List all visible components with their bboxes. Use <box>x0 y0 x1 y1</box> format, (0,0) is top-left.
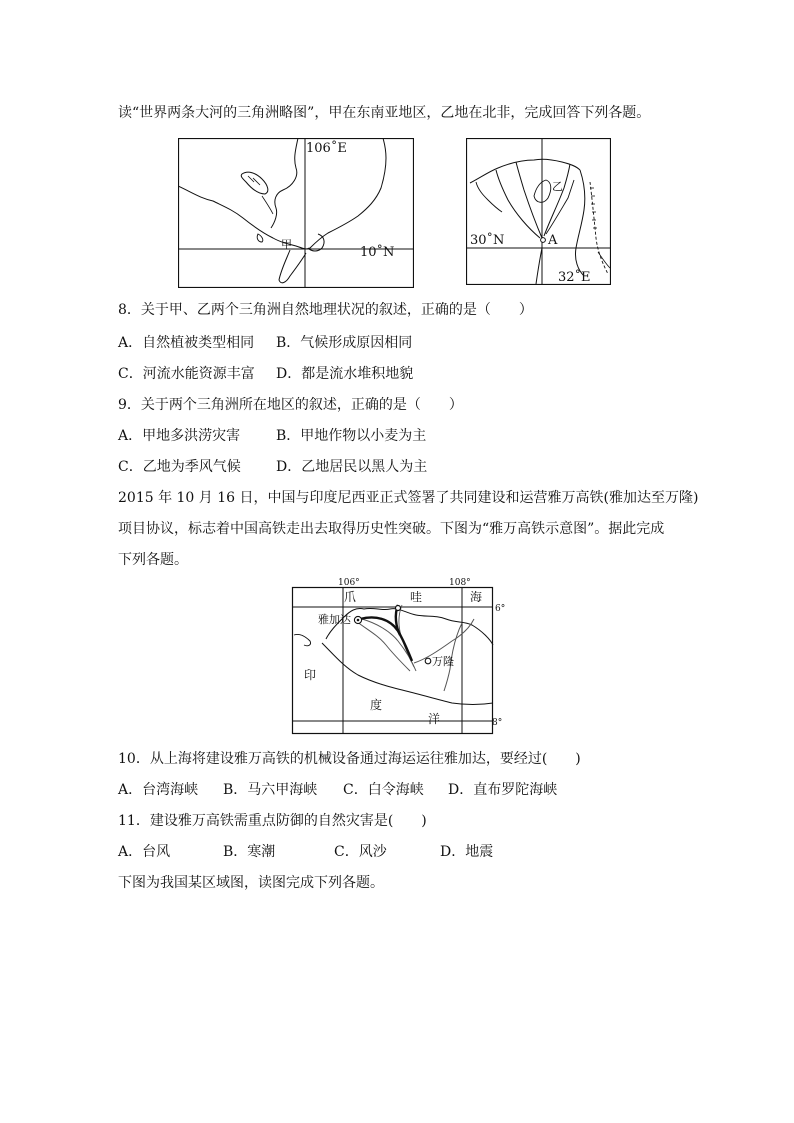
q10-option-d[interactable]: D．直布罗陀海峡 <box>448 782 558 798</box>
q9-option-a[interactable]: A．甲地多洪涝灾害 <box>118 428 241 444</box>
map3-bandung: 万隆 <box>432 655 454 668</box>
q10-option-c[interactable]: C．白令海峡 <box>343 782 424 798</box>
map2-region-yi: 乙 <box>552 180 563 193</box>
q8-stem: 8．关于甲、乙两个三角洲自然地理状况的叙述，正确的是（ ） <box>118 302 533 318</box>
map3-indian-2: 度 <box>370 698 383 712</box>
q11-option-a[interactable]: A．台风 <box>118 844 171 860</box>
map3-indian-1: 印 <box>304 668 317 682</box>
intro-region-map: 下图为我国某区域图，读图完成下列各题。 <box>118 875 384 891</box>
map3-jakarta: 雅加达 <box>318 613 351 626</box>
q10-option-a[interactable]: A．台湾海峡 <box>118 782 199 798</box>
map2-lat-label: 30˚N <box>470 233 505 248</box>
map3-java-3: 海 <box>470 590 483 604</box>
map3-indian-3: 洋 <box>428 712 441 726</box>
q10-stem: 10．从上海将建设雅万高铁的机械设备通过海运运往雅加达，要经过( ) <box>118 751 581 767</box>
intro-yawan-line1: 2015 年 10 月 16 日，中国与印度尼西亚正式签署了共同建设和运营雅万高铁(雅加达至万隆) <box>118 490 699 506</box>
q8-option-c[interactable]: C．河流水能资源丰富 <box>118 366 255 382</box>
map3-java-2: 哇 <box>410 590 423 604</box>
q9-option-b[interactable]: B．甲地作物以小麦为主 <box>276 428 427 444</box>
q9-option-c[interactable]: C．乙地为季风气候 <box>118 459 241 475</box>
map1-lon-label: 106˚E <box>306 141 347 156</box>
q11-stem: 11．建设雅万高铁需重点防御的自然灾害是( ) <box>118 813 427 829</box>
q8-option-d[interactable]: D．都是流水堆积地貌 <box>276 366 414 382</box>
map1-lat-label: 10˚N <box>360 245 395 260</box>
map2-place-a: A <box>548 233 558 248</box>
map3-lon-108: 108° <box>449 578 471 588</box>
q9-option-d[interactable]: D．乙地居民以黑人为主 <box>276 459 428 475</box>
map-mekong-delta <box>178 138 414 288</box>
q8-option-a[interactable]: A．自然植被类型相同 <box>118 335 255 351</box>
map3-lat-6: 6° <box>495 604 506 614</box>
intro-yawan-line3: 下列各题。 <box>118 552 188 568</box>
intro-delta-maps: 读“世界两条大河的三角洲略图”，甲在东南亚地区，乙地在北非，完成回答下列各题。 <box>118 105 651 121</box>
map1-place-jia: 甲 <box>281 238 292 251</box>
map3-java-1: 爪 <box>344 590 357 604</box>
map-nile-delta <box>466 138 611 285</box>
intro-yawan-line2: 项目协议，标志着中国高铁走出去取得历史性突破。下图为“雅万高铁示意图”。据此完成 <box>118 521 665 537</box>
q9-stem: 9．关于两个三角洲所在地区的叙述，正确的是（ ） <box>118 397 463 413</box>
q11-option-d[interactable]: D．地震 <box>440 844 494 860</box>
q11-option-b[interactable]: B．寒潮 <box>223 844 276 860</box>
map2-lon-label: 32˚E <box>558 270 591 285</box>
q11-option-c[interactable]: C．风沙 <box>334 844 387 860</box>
map3-lon-106: 106° <box>338 578 360 588</box>
map3-lat-8: 8° <box>492 718 503 728</box>
map-yawan-railway <box>286 575 506 735</box>
q10-option-b[interactable]: B．马六甲海峡 <box>223 782 318 798</box>
q8-option-b[interactable]: B．气候形成原因相同 <box>276 335 413 351</box>
